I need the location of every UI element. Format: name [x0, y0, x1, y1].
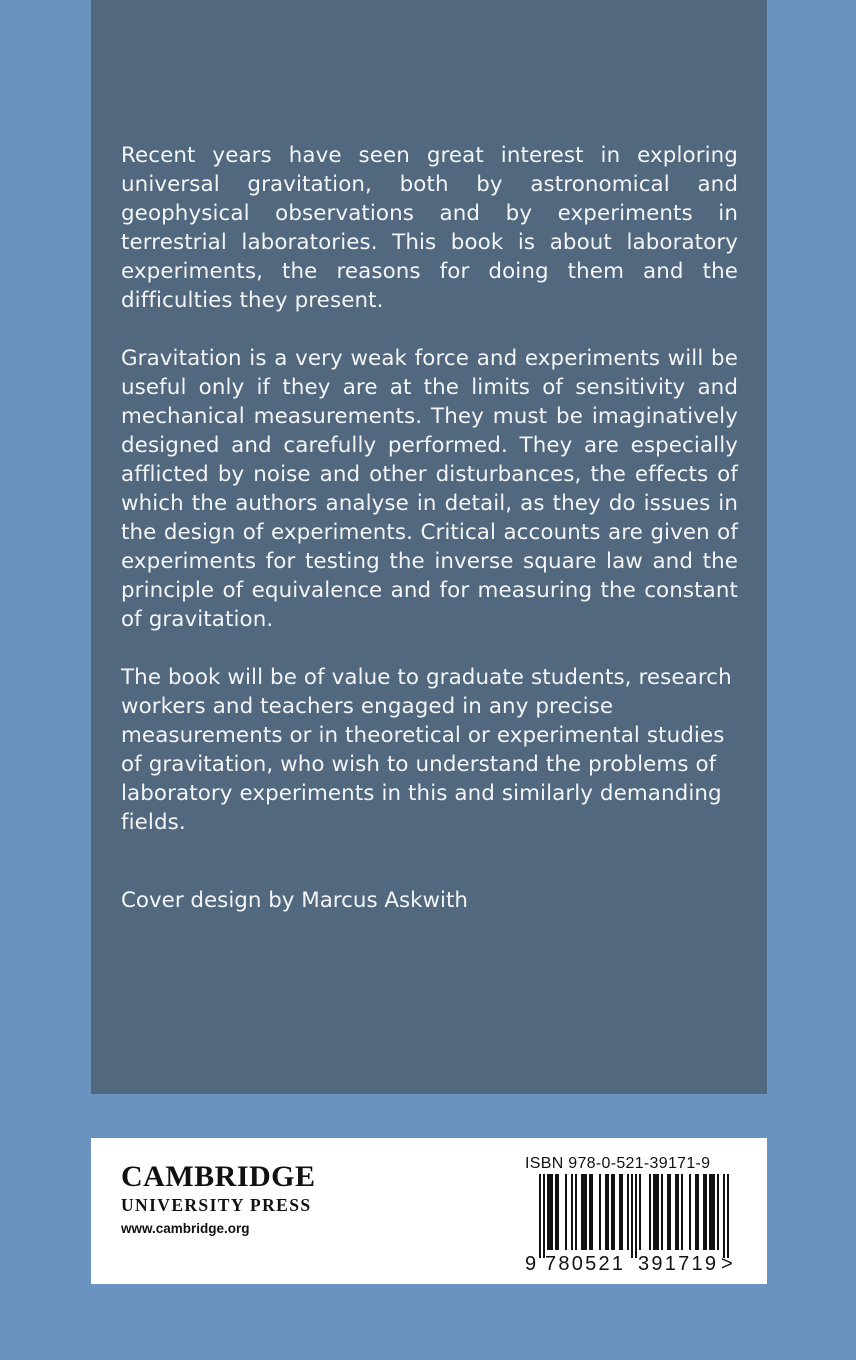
barcode-bar	[571, 1174, 573, 1250]
barcode-bar	[675, 1174, 677, 1250]
barcode-bar	[543, 1174, 545, 1258]
barcode-bar	[589, 1174, 591, 1250]
barcode-bar	[551, 1174, 553, 1250]
barcode-bar	[555, 1174, 557, 1250]
publisher-subname: UNIVERSITY PRESS	[121, 1195, 312, 1215]
barcode-bar	[549, 1174, 551, 1250]
barcode-bar	[607, 1174, 609, 1250]
barcode-bar	[697, 1174, 699, 1250]
barcode-bar	[605, 1174, 607, 1250]
isbn-label: ISBN 978-0-521-39171-9	[525, 1155, 711, 1172]
barcode-bar	[723, 1174, 725, 1258]
barcode-bar	[717, 1174, 719, 1250]
barcode-bar	[631, 1174, 633, 1258]
barcode-bar	[639, 1174, 641, 1250]
publisher-name: CAMBRIDGE	[121, 1160, 316, 1193]
barcode-bar	[627, 1174, 629, 1250]
barcode-bar	[709, 1174, 711, 1250]
cover-design-credit: Cover design by Marcus Askwith	[121, 888, 468, 913]
barcode-bar	[653, 1174, 655, 1250]
barcode-bar	[661, 1174, 663, 1250]
barcode-bar	[689, 1174, 691, 1250]
blurb-paragraph-1: Recent years have seen great interest in exploring universal gravitation, both by astronomical and geophysical observations and by experiments in terrestrial laboratories. This book is about laboratory experiments, the reasons for doing them and the difficulties they present.	[121, 143, 738, 313]
barcode-bar	[705, 1174, 707, 1250]
barcode-bar	[669, 1174, 671, 1250]
blurb-paragraph-2: Gravitation is a very weak force and experiments will be useful only if they are at the limits of sensitivity and mechanical measurements. They must be imaginatively designed and carefully performed. They are especially afflicted by noise and other disturbances, the effects of which the authors analyse in detail, as they do issues in the design of experiments. Critical accounts are given of experiments for testing the inverse square law and the principle of equivalence and for measuring the constant of gravitation.	[121, 346, 738, 632]
barcode-right-digits: 391719	[638, 1253, 716, 1274]
barcode-bar	[657, 1174, 659, 1250]
barcode-bar	[711, 1174, 713, 1250]
barcode-bar	[581, 1174, 583, 1250]
barcode-bar	[547, 1174, 549, 1250]
barcode-quiet-mark: >	[721, 1253, 733, 1274]
barcode-bar	[565, 1174, 567, 1250]
barcode-bar	[611, 1174, 613, 1250]
isbn-barcode	[525, 1174, 737, 1274]
barcode-bar	[621, 1174, 623, 1250]
barcode-bar	[727, 1174, 729, 1258]
blurb-text	[121, 141, 738, 866]
barcode-bar	[619, 1174, 621, 1250]
barcode-bar	[539, 1174, 541, 1258]
publisher-footer	[91, 1138, 767, 1284]
barcode-lead-digit: 9	[525, 1253, 537, 1274]
barcode-bar	[655, 1174, 657, 1250]
blurb-paragraph-3: The book will be of value to graduate students, research workers and teachers engaged in any precise measurements or in theoretical or experimental studies of gravitation, who wish to understand the problems of laboratory experiments in this and similarly demanding fields.	[121, 665, 732, 835]
barcode-bar	[667, 1174, 669, 1250]
barcode-bars	[539, 1174, 729, 1258]
barcode-bar	[591, 1174, 593, 1250]
barcode-bar	[635, 1174, 637, 1258]
barcode-bar	[695, 1174, 697, 1250]
barcode-bar	[575, 1174, 577, 1250]
publisher-logo	[121, 1162, 316, 1238]
barcode-bar	[703, 1174, 705, 1250]
barcode-bar	[713, 1174, 715, 1250]
barcode-bar	[557, 1174, 559, 1250]
publisher-url: www.cambridge.org	[121, 1221, 250, 1236]
barcode-bar	[681, 1174, 683, 1250]
barcode-bar	[613, 1174, 615, 1250]
barcode-bar	[599, 1174, 601, 1250]
barcode-bar	[677, 1174, 679, 1250]
barcode-bar	[583, 1174, 585, 1250]
barcode-bar	[649, 1174, 651, 1250]
barcode-bar	[585, 1174, 587, 1250]
barcode-left-digits: 780521	[545, 1253, 623, 1274]
